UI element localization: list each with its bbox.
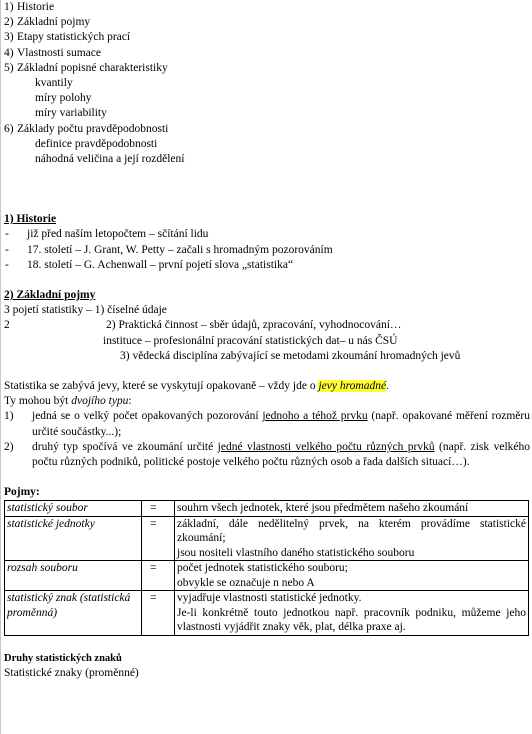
history-heading: 1) Historie <box>4 213 57 226</box>
pojmy-equals: = <box>142 501 175 517</box>
basics-line: instituce – profesionální pracování statistických dat– u nás ČSÚ <box>103 334 398 347</box>
type-text-post: (např. opakované měření rozměru určité součástky...); <box>32 410 530 438</box>
type-number: 2) <box>4 440 14 453</box>
history-item: - 18. století – G. Achenwall – první pojetí slova „statistika“ <box>4 258 532 273</box>
type-text-underlined: jednoho a téhož prvku <box>262 410 368 423</box>
outline-number: 2) <box>4 16 14 29</box>
pojmy-equals: = <box>142 516 175 561</box>
pojmy-definition <box>175 501 529 517</box>
type-text-pre: jedná se o velký počet opakovaných pozorování <box>32 410 263 423</box>
pojmy-definition-line: souhrn všech jednotek, které jsou předmětem našeho zkoumání <box>177 502 469 515</box>
pojmy-row <box>5 501 529 517</box>
type-number: 1) <box>4 410 14 423</box>
pojmy-definition-line: Je-li konkrétně touto jednotkou např. pracovník podniku, můžeme jeho vlastnosti vyjádřit znaky věk, plat, délka praxe aj. <box>177 606 526 634</box>
outline-item <box>4 0 532 15</box>
outline-subitem: kvantily <box>35 77 73 90</box>
type-text <box>32 409 532 439</box>
type-text-post: (např. zisk velkého počtu různých podniků, politické postoje velkého počtu různých osob a řada dalších situací…). <box>32 440 530 469</box>
outline-number: 6) <box>4 122 14 135</box>
pojmy-definition-line: počet jednotek statistického souboru; <box>177 562 348 575</box>
druhy-heading: Druhy statistických znaků <box>4 652 122 664</box>
outline-subitem: náhodná veličina a její rozdělení <box>35 153 185 166</box>
outline-text: Základní pojmy <box>17 16 91 29</box>
pojmy-term: statistický soubor <box>5 501 142 517</box>
basics-line: 2 2) Praktická činnost – sběr údajů, zpracování, vyhodnocování… <box>4 319 402 332</box>
pojmy-row <box>5 561 529 591</box>
bullet-dash: - <box>5 228 9 241</box>
pojmy-term: rozsah souboru <box>5 561 142 591</box>
bullet-dash: - <box>5 258 9 271</box>
outline-item <box>4 46 532 61</box>
statistics-sentence: Statistika se zabývá jevy, které se vyskytují opakovaně – vždy jde o jevy hromadné. <box>4 380 389 393</box>
outline-item <box>4 15 532 30</box>
outline-subitem: míry variability <box>35 107 107 120</box>
types-intro: Ty mohou být dvojího typu: <box>4 395 132 408</box>
outline-text: Historie <box>17 1 55 13</box>
pojmy-equals: = <box>142 591 175 636</box>
outline-text: Vlastnosti sumace <box>17 46 101 59</box>
druhy-line: Statistické znaky (proměnné) <box>4 667 139 680</box>
types-list <box>4 409 532 470</box>
pojmy-term: statistické jednotky <box>5 516 142 561</box>
outline-text: Etapy statistických prací <box>17 31 131 44</box>
pojmy-definition <box>175 561 529 591</box>
pojmy-row <box>5 591 529 636</box>
pojmy-definition-line: vyjadřuje vlastnosti statistické jednotky. <box>177 592 362 605</box>
pojmy-term: statistický znak (statistická proměnná) <box>5 591 142 636</box>
pojmy-table <box>4 500 529 636</box>
highlighted-term: jevy hromadné <box>318 380 387 393</box>
pojmy-definition-line: obvykle se označuje n nebo A <box>177 576 315 589</box>
outline-number: 5) <box>4 61 14 74</box>
outline-subitem: míry polohy <box>35 92 92 105</box>
type-item <box>4 440 532 470</box>
basics-line: 3 pojetí statistiky – 1) číselné údaje <box>4 304 167 317</box>
pojmy-definition <box>175 591 529 636</box>
history-list <box>4 227 532 273</box>
pojmy-heading: Pojmy: <box>4 486 40 499</box>
history-item: - již před naším letopočtem – sčítání lidu <box>4 227 532 242</box>
basics-heading: 2) Základní pojmy <box>4 289 96 302</box>
type-item <box>4 409 532 439</box>
outline-item <box>4 61 532 76</box>
type-text-underlined: jedné vlastnosti velkého počtu různých prvků <box>217 440 435 453</box>
bullet-dash: - <box>5 243 9 256</box>
outline-number: 4) <box>4 46 14 59</box>
outline-item <box>4 122 532 137</box>
outline-list <box>4 0 532 167</box>
pojmy-definition-line: základní, dále nedělitelný prvek, na kterém provádíme statistické zkoumání; <box>177 517 526 545</box>
type-text <box>32 440 532 470</box>
outline-text: Základy počtu pravděpodobnosti <box>17 122 169 135</box>
history-item: - 17. století – J. Grant, W. Petty – začali s hromadným pozorováním <box>4 243 532 258</box>
pojmy-definition <box>175 516 529 561</box>
outline-item <box>4 30 532 45</box>
type-text-pre: druhý typ spočívá ve zkoumání určité <box>32 440 218 453</box>
pojmy-definition-line: jsou nositeli vlastního daného statistického souboru <box>177 546 415 559</box>
outline-number: 1) <box>4 1 14 13</box>
pojmy-equals: = <box>142 561 175 591</box>
outline-text: Základní popisné charakteristiky <box>17 61 168 74</box>
outline-subitem: definice pravděpodobnosti <box>35 137 158 150</box>
basics-line: 3) vědecká disciplína zabývající se metodami zkoumání hromadných jevů <box>120 349 461 362</box>
outline-number: 3) <box>4 31 14 44</box>
pojmy-row <box>5 516 529 561</box>
